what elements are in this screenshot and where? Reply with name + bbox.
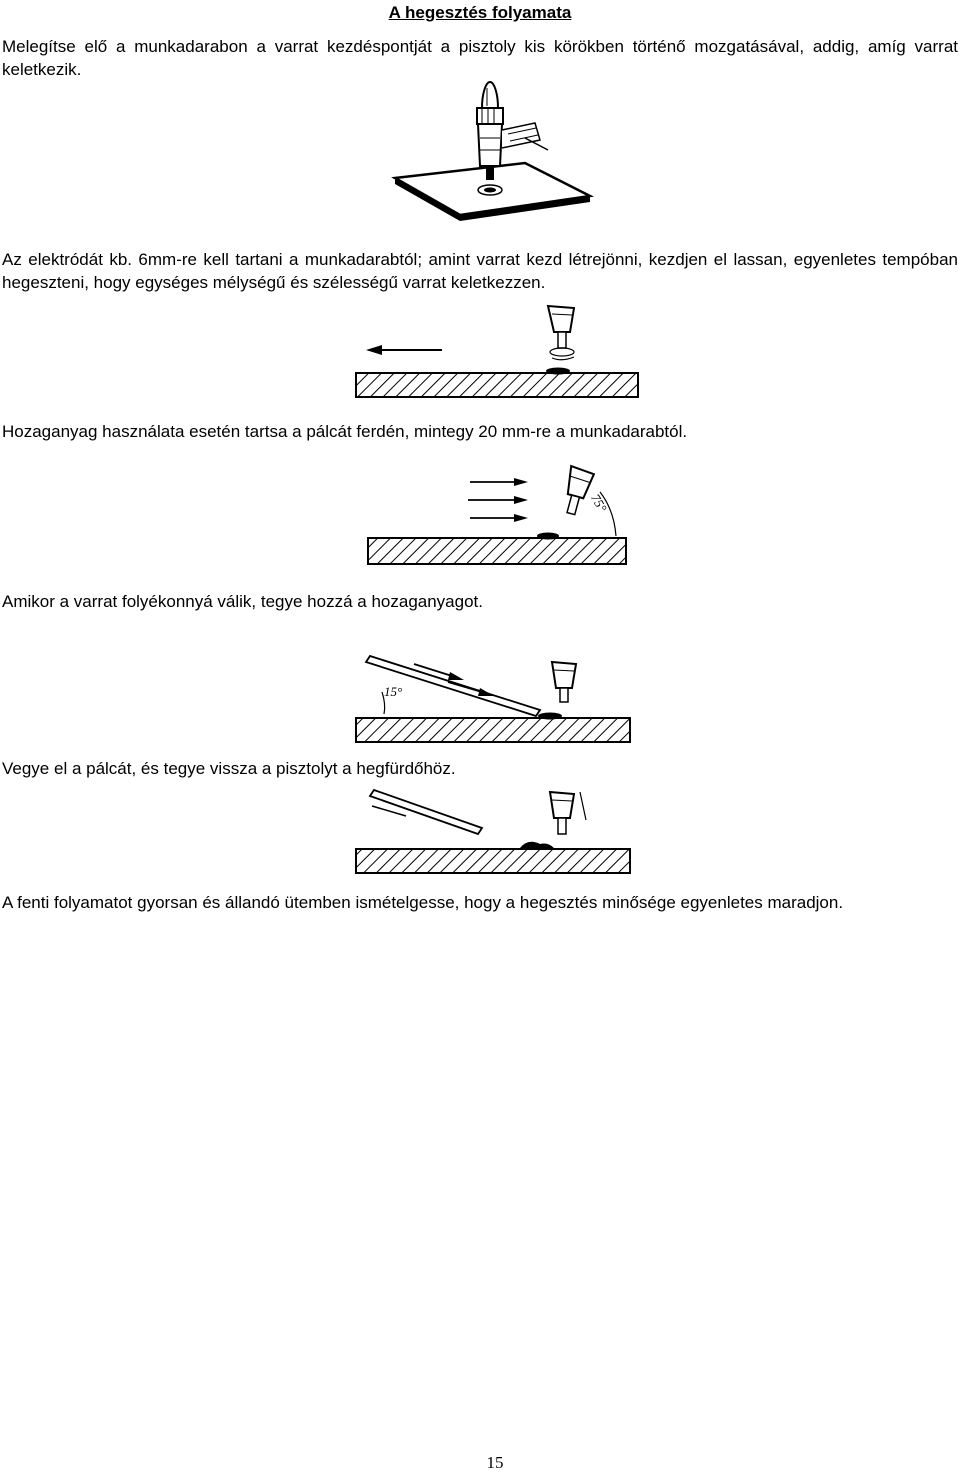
figure-seam-arrow-left <box>352 300 642 402</box>
paragraph-add-filler: Amikor a varrat folyékonnyá válik, tegye hozzá a hozaganyagot. <box>2 592 483 611</box>
paragraph-remove-rod: Vegye el a pálcát, és tegye vissza a pisztolyt a hegfürdőhöz. <box>2 759 456 778</box>
figure-rod-15 <box>352 652 634 748</box>
figure-gun-over-plate <box>390 78 600 228</box>
angle-label-15: 15° <box>384 684 403 699</box>
paragraph-preheat: Melegítse elő a munkadarabon a varrat kezdéspontját a pisztoly kis körökben történő mozgatásával, addig, amíg varrat keletkezik. <box>2 37 958 79</box>
figure-arrows-right-75 <box>364 462 630 572</box>
page-title: A hegesztés folyamata <box>388 3 572 22</box>
paragraph-filler-angle: Hozaganyag használata esetén tartsa a pálcát ferdén, mintegy 20 mm-re a munkadarabtól. <box>2 422 688 441</box>
angle-label-75: 75° <box>587 491 611 515</box>
figure-rod-removed <box>352 782 634 880</box>
paragraph-repeat: A fenti folyamatot gyorsan és állandó ütemben ismételgesse, hogy a hegesztés minősége egyenletes maradjon. <box>2 893 844 912</box>
paragraph-electrode-distance: Az elektródát kb. 6mm-re kell tartani a munkadarabtól; amint varrat kezd létrejönni, kezdjen el lassan, egyenletes tempóban hegeszteni, hogy egységes mélységű és szélességű varrat keletkezzen. <box>2 250 958 292</box>
page-number: 15 <box>486 1453 504 1472</box>
